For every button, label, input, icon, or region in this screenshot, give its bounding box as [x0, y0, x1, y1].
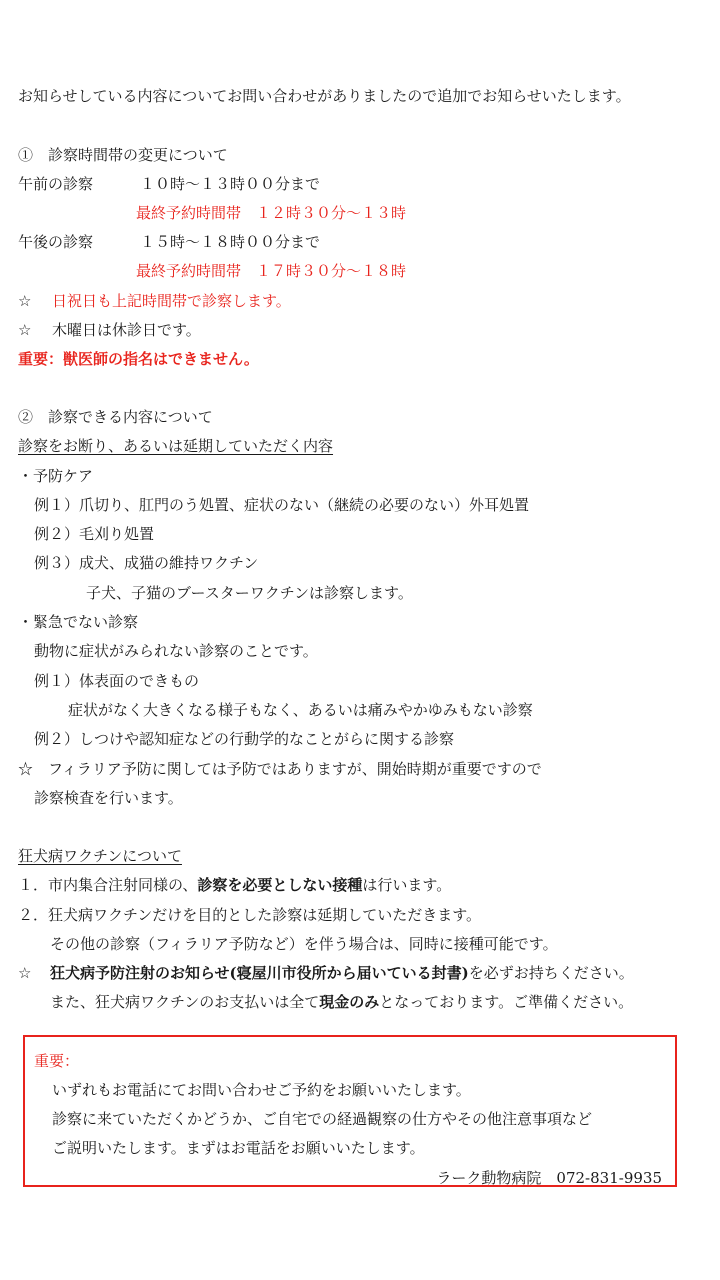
- section2-subheading: 診察をお断り、あるいは延期していただく内容: [18, 437, 334, 455]
- box-line-2: 診察に来ていただくかどうか、ご自宅での経過観察の仕方やその他注意事項など: [52, 1110, 593, 1128]
- pm-time: １５時～１８時００分まで: [140, 233, 321, 251]
- am-time: １０時～１３時００分まで: [140, 175, 321, 193]
- important-note: 重要：獣医師の指名はできません。: [18, 350, 259, 368]
- star-icon: ☆: [18, 321, 32, 339]
- rabies-item-1-emphasis: 診察を必要としない接種: [197, 876, 363, 894]
- rabies-item-1-tail: は行います。: [362, 876, 452, 894]
- rabies-notice-tail: を必ずお持ちください。: [468, 964, 634, 982]
- rabies-payment: [50, 992, 633, 1012]
- rabies-heading: 狂犬病ワクチンについて: [18, 847, 182, 865]
- thursday-note: 木曜日は休診日です。: [52, 321, 201, 339]
- rabies-payment-text: また、狂犬病ワクチンのお支払いは全て: [50, 993, 320, 1011]
- rabies-payment-tail: となっております。ご準備ください。: [379, 993, 634, 1011]
- star-icon: ☆: [18, 964, 32, 982]
- box-line-3: ご説明いたします。まずはお電話をお願いいたします。: [52, 1139, 425, 1157]
- non-urgent-desc: 動物に症状がみられない診察のことです。: [34, 642, 318, 660]
- rabies-item-2: ２．狂犬病ワクチンだけを目的とした診察は延期していただきます。: [18, 906, 482, 924]
- rabies-item-1: [18, 875, 451, 895]
- filaria-note: ☆ フィラリア予防に関しては予防ではありますが、開始時期が重要ですので: [18, 760, 542, 778]
- example-3: 例３）成犬、成猫の維持ワクチン: [34, 554, 259, 572]
- clinic-contact: ラーク動物病院 072-831-9935: [436, 1169, 662, 1187]
- filaria-note-cont: 診察検査を行います。: [34, 789, 183, 807]
- box-line-1: いずれもお電話にてお問い合わせご予約をお願いいたします。: [52, 1081, 471, 1099]
- section1-heading: ① 診察時間帯の変更について: [18, 146, 228, 164]
- star-icon: ☆: [18, 292, 32, 310]
- preventive-care-label: ・予防ケア: [18, 467, 94, 485]
- rabies-item-2-note: その他の診察（フィラリア予防など）を伴う場合は、同時に接種可能です。: [50, 935, 558, 953]
- rabies-notice-emphasis: 狂犬病予防注射のお知らせ(寝屋川市役所から届いている封書): [50, 964, 469, 982]
- non-urgent-example-2: 例２）しつけや認知症などの行動学的なことがらに関する診察: [34, 730, 455, 748]
- section2-heading: ② 診察できる内容について: [18, 408, 213, 426]
- example-3-note: 子犬、子猫のブースターワクチンは診察します。: [86, 584, 413, 602]
- am-label: 午前の診察: [18, 175, 94, 193]
- non-urgent-label: ・緊急でない診察: [18, 613, 139, 631]
- pm-last-booking: 最終予約時間帯 １７時３０分～１８時: [136, 262, 407, 280]
- example-1: 例１）爪切り、肛門のう処置、症状のない（継続の必要のない）外耳処置: [34, 496, 530, 514]
- non-urgent-example-1: 例１）体表面のできもの: [34, 672, 200, 690]
- pm-label: 午後の診察: [18, 233, 94, 251]
- am-last-booking: 最終予約時間帯 １２時３０分～１３時: [136, 204, 407, 222]
- intro-text: お知らせしている内容についてお問い合わせがありましたので追加でお知らせいたします。: [18, 87, 631, 105]
- rabies-item-1-text: １．市内集合注射同様の、: [18, 876, 198, 894]
- example-2: 例２）毛刈り処置: [34, 525, 155, 543]
- box-title: 重要：: [34, 1052, 80, 1070]
- rabies-payment-emphasis: 現金のみ: [319, 993, 380, 1011]
- non-urgent-example-1-note: 症状がなく大きくなる様子もなく、あるいは痛みやかゆみもない診察: [68, 701, 533, 719]
- rabies-notice: [50, 963, 634, 983]
- holiday-note: 日祝日も上記時間帯で診察します。: [52, 292, 291, 310]
